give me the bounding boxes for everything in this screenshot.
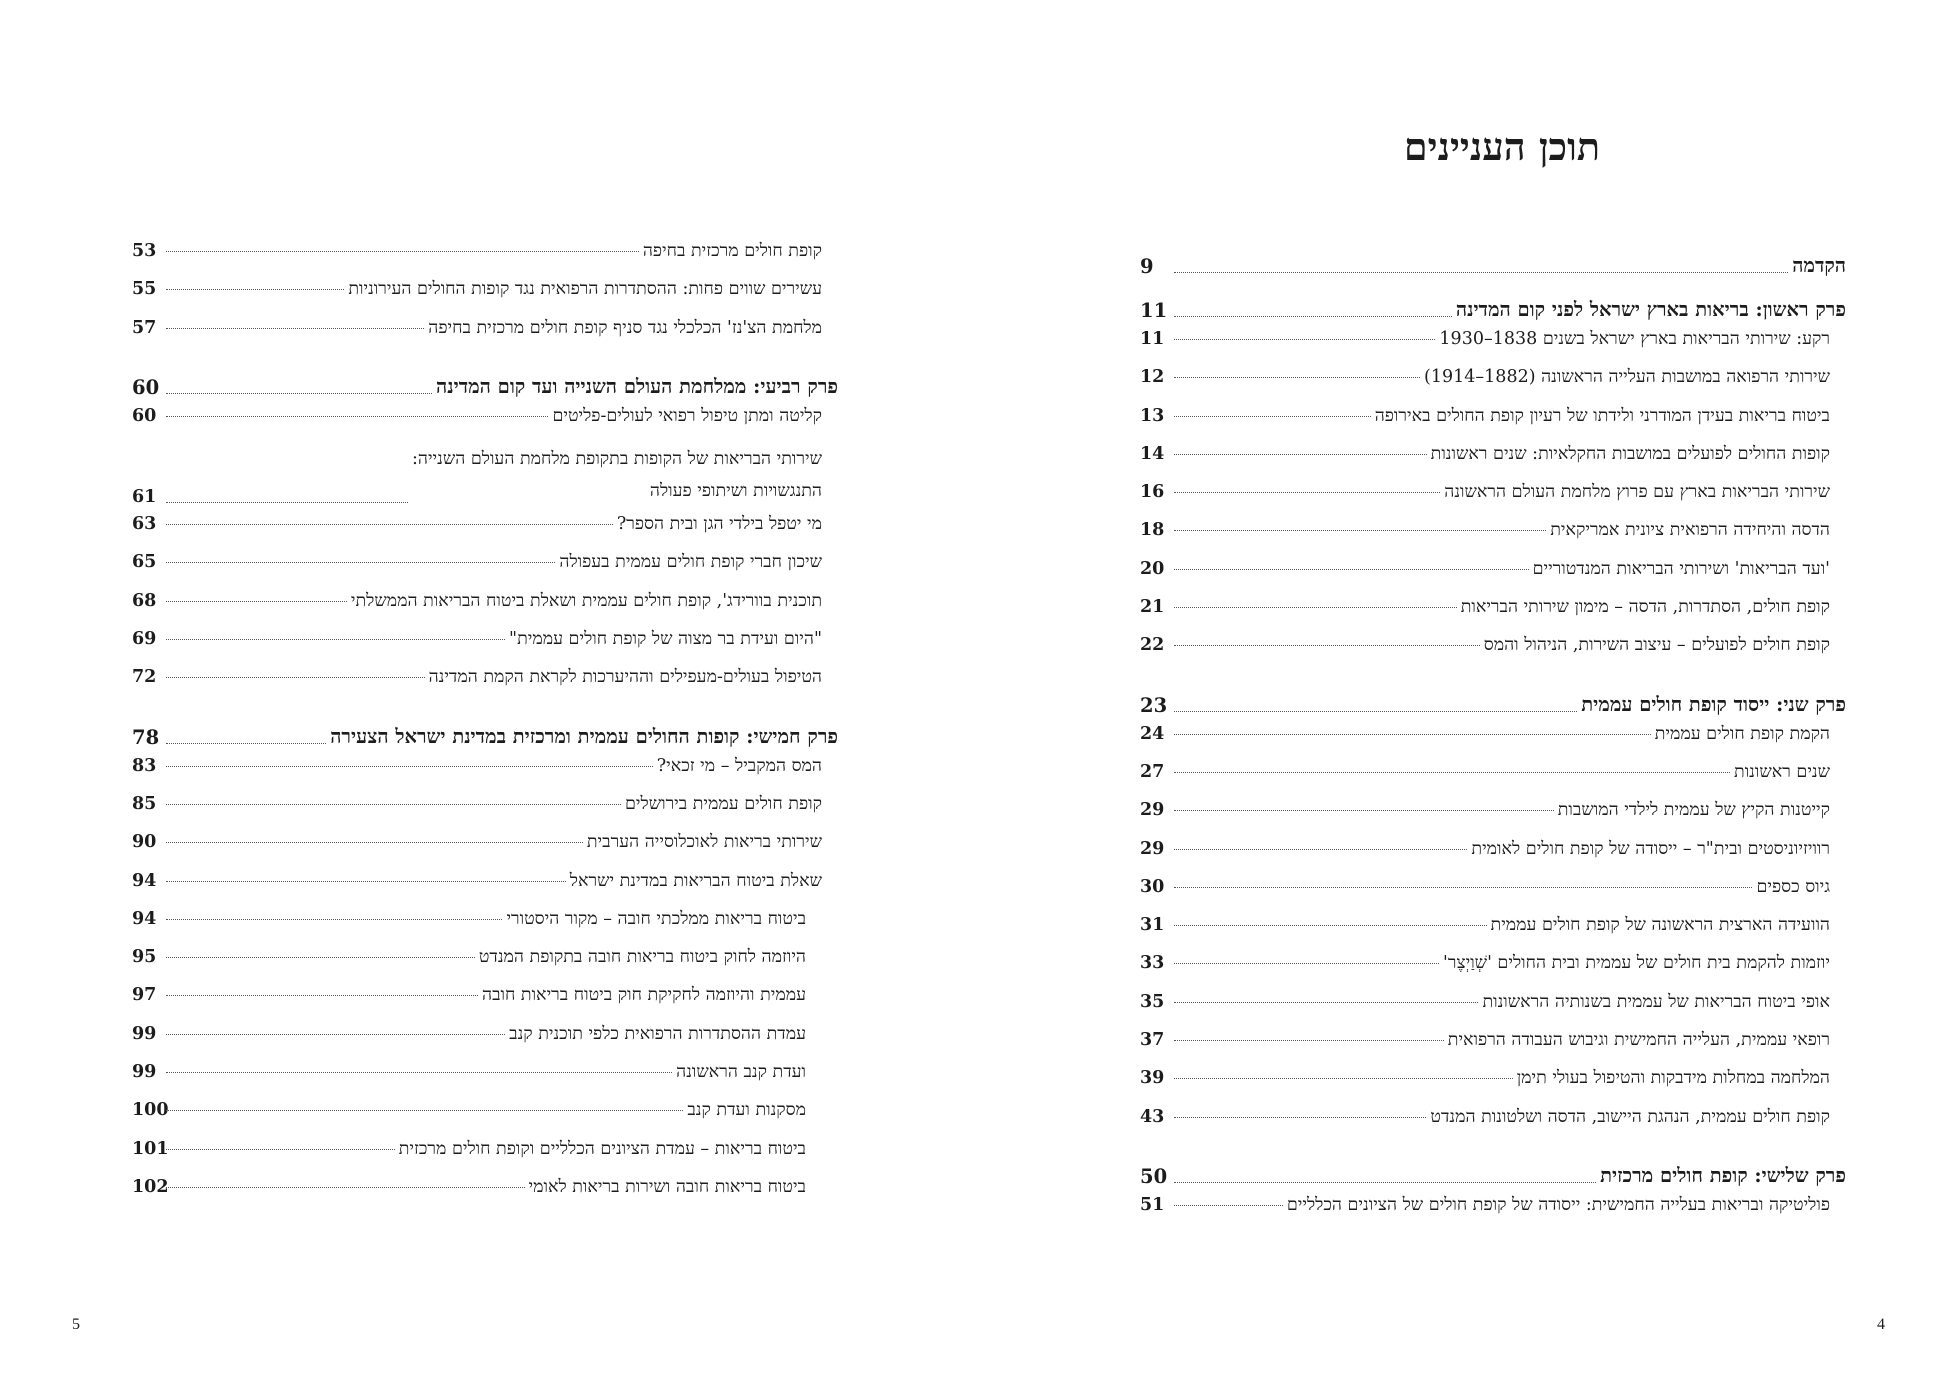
toc-entry-title: פרק שלישי: קופת חולים מרכזית	[1600, 1163, 1846, 1187]
toc-entry[interactable]	[132, 831, 838, 869]
dot-leader	[166, 416, 548, 417]
toc-entry[interactable]	[132, 1099, 838, 1137]
toc-page-number: 9	[1140, 255, 1154, 278]
toc-entry[interactable]	[1140, 596, 1846, 634]
toc-entry-title: תוכנית בוורידג', קופת חולים עממית ושאלת ביטוח הבריאות הממשלתי	[350, 590, 822, 611]
dot-leader	[166, 881, 566, 882]
toc-entry[interactable]	[1140, 914, 1846, 952]
toc-entry-title: פרק ראשון: בריאות בארץ ישראל לפני קום המדינה	[1455, 298, 1846, 321]
toc-page-number: 29	[1140, 800, 1165, 821]
dot-leader	[1174, 316, 1452, 317]
dot-leader	[166, 251, 639, 252]
dot-leader	[1174, 492, 1440, 493]
toc-entry[interactable]	[1140, 838, 1846, 876]
toc-entry-title: שנים ראשונות	[1734, 761, 1830, 782]
dot-leader	[166, 393, 432, 394]
dot-leader	[1174, 1040, 1444, 1041]
dot-leader	[1174, 887, 1752, 888]
dot-leader	[1174, 569, 1529, 570]
toc-entry[interactable]	[132, 1176, 838, 1214]
dot-leader	[166, 995, 478, 996]
dot-leader	[166, 677, 425, 678]
toc-entry-title: עמדת ההסתדרות הרפואית כלפי תוכנית קנב	[509, 1023, 806, 1044]
toc-entry-title: פרק שני: ייסוד קופת חולים עממית	[1581, 692, 1846, 716]
dot-leader	[166, 766, 653, 767]
toc-page-number: 90	[132, 832, 157, 853]
toc-page-number: 51	[1140, 1194, 1165, 1215]
toc-entry-title: פרק חמישי: קופות החולים עממית ומרכזית במדינת ישראל הצעירה	[330, 724, 838, 748]
toc-entry-title: היוזמה לחוק ביטוח בריאות חובה בתקופת המנדט	[478, 947, 806, 968]
toc-entry-title: פוליטיקה ובריאות בעלייה החמישית: ייסודה של קופת חולים של הציונים הכלליים	[1286, 1194, 1830, 1215]
toc-entry[interactable]	[1140, 443, 1846, 481]
toc-page-number: 20	[1140, 558, 1165, 579]
toc-entry[interactable]	[132, 946, 838, 984]
toc-entry[interactable]	[132, 1138, 838, 1176]
toc-page-number: 68	[132, 590, 157, 611]
toc-entry[interactable]	[132, 317, 838, 355]
toc-page-number: 24	[1140, 723, 1165, 744]
toc-page-number: 94	[132, 870, 157, 891]
dot-leader	[1174, 925, 1487, 926]
toc-entry-title: עשירים שווים פחות: ההסתדרות הרפואית נגד קופות החולים העירוניות	[348, 279, 822, 300]
toc-page-number: 18	[1140, 520, 1165, 541]
toc-page-number: 55	[132, 279, 157, 300]
dot-leader	[1174, 1205, 1283, 1206]
toc-entry[interactable]	[1140, 952, 1846, 990]
toc-entry[interactable]	[1140, 481, 1846, 519]
toc-chapter-heading[interactable]	[1140, 278, 1846, 328]
toc-page-number: 33	[1140, 953, 1165, 974]
toc-entry-title: עממית והיוזמה לחקיקת חוק ביטוח בריאות חובה	[482, 985, 806, 1006]
toc-column-right	[1140, 240, 1846, 1232]
toc-page-number: 22	[1140, 635, 1165, 656]
dot-leader	[166, 562, 555, 563]
toc-entry-title: שיכון חברי קופת חולים עממית בעפולה	[559, 552, 822, 573]
toc-page-number: 63	[132, 514, 157, 535]
dot-leader	[166, 1149, 395, 1150]
dot-leader	[1174, 810, 1554, 811]
toc-chapter-heading[interactable]	[1140, 1144, 1846, 1194]
toc-page-number: 43	[1140, 1106, 1165, 1127]
toc-page-number: 12	[1140, 367, 1165, 388]
dot-leader	[166, 328, 424, 329]
toc-entry-title: מסקנות ועדת קנב	[687, 1100, 806, 1121]
toc-page-number: 94	[132, 908, 157, 929]
toc-entry-title-line: שירותי הבריאות של הקופות בתקופת מלחמת העולם השנייה:	[412, 449, 822, 470]
dot-leader	[1174, 645, 1480, 646]
toc-entry[interactable]	[132, 405, 838, 443]
dot-leader	[1174, 772, 1730, 773]
toc-entry-title: הקמת קופת חולים עממית	[1654, 723, 1830, 744]
toc-page-number: 11	[1140, 299, 1168, 322]
toc-entry[interactable]	[1140, 723, 1846, 761]
toc-entry-title: המלחמה במחלות מידבקות והטיפול בעולי תימן	[1516, 1068, 1830, 1089]
dot-leader	[1174, 1002, 1478, 1003]
toc-entry[interactable]	[132, 1023, 838, 1061]
toc-page-number: 11	[1140, 329, 1165, 349]
page-number-left: 5	[72, 1316, 80, 1333]
toc-entry[interactable]	[1140, 366, 1846, 404]
toc-entry[interactable]	[1140, 1067, 1846, 1105]
toc-entry[interactable]	[132, 870, 838, 908]
toc-entry-title: קופת חולים לפועלים – עיצוב השירות, הניהול והמס	[1483, 635, 1830, 656]
toc-entry[interactable]	[132, 755, 838, 793]
toc-page-number: 29	[1140, 838, 1165, 859]
toc-entry[interactable]	[1140, 519, 1846, 557]
dot-leader	[1174, 377, 1420, 378]
toc-entry[interactable]	[1140, 328, 1846, 366]
toc-entry[interactable]	[1140, 991, 1846, 1029]
toc-page-number: 100	[132, 1100, 169, 1121]
toc-entry[interactable]	[1140, 558, 1846, 596]
toc-entry-title: קופת חולים מרכזית בחיפה	[642, 241, 822, 261]
toc-page-number: 27	[1140, 761, 1165, 782]
dot-leader	[1174, 530, 1546, 531]
toc-entry-title: ועדת קנב הראשונה	[676, 1062, 806, 1083]
toc-entry-title: ביטוח בריאות חובה ושירות בריאות לאומי	[528, 1176, 806, 1197]
dot-leader	[166, 502, 408, 503]
toc-entry-title: שירותי הרפואה במושבות העלייה הראשונה (1882–1914)	[1424, 367, 1830, 388]
toc-entry-title: שירותי בריאות לאוכלוסייה הערבית	[586, 832, 822, 853]
toc-entry-title: קופת חולים עממית בירושלים	[625, 793, 822, 814]
toc-entry-title: הוועידה הארצית הראשונה של קופת חולים עממית	[1490, 915, 1830, 936]
toc-entry-title: אופי ביטוח הבריאות של עממית בשנותיה הראשונות	[1482, 991, 1830, 1012]
toc-page-number: 37	[1140, 1030, 1165, 1051]
page-title: תוכן העניינים	[1403, 124, 1600, 169]
dot-leader	[1174, 1117, 1426, 1118]
toc-page-number: 31	[1140, 915, 1165, 936]
dot-leader	[1174, 1078, 1513, 1079]
toc-entry-title: קופת חולים עממית, הנהגת היישוב, הדסה ושלטונות המנדט	[1430, 1106, 1830, 1127]
toc-entry-title: שירותי הבריאות בארץ עם פרוץ מלחמת העולם הראשונה	[1444, 482, 1830, 503]
dot-leader	[166, 743, 326, 744]
toc-entry-title-line: התנגשויות ושיתופי פעולה	[649, 481, 822, 502]
toc-entry-title: המס המקביל – מי זכאי?	[656, 755, 822, 776]
toc-entry[interactable]	[132, 443, 838, 513]
toc-page-number: 50	[1140, 1164, 1168, 1188]
dot-leader	[166, 289, 344, 290]
toc-page-number: 60	[132, 405, 157, 426]
toc-entry[interactable]	[1140, 1106, 1846, 1144]
toc-entry[interactable]	[132, 908, 838, 946]
toc-entry-title: ביטוח בריאות בעידן המודרני ולידתו של רעיון קופת החולים באירופה	[1374, 405, 1830, 426]
toc-entry-title: גיוס כספים	[1756, 876, 1830, 897]
toc-page-number: 13	[1140, 405, 1165, 426]
toc-page-number: 101	[132, 1138, 169, 1159]
toc-chapter-heading[interactable]	[1140, 673, 1846, 723]
toc-chapter-heading[interactable]	[1140, 240, 1846, 278]
toc-entry[interactable]	[132, 666, 838, 704]
toc-entry-title: קופות החולים לפועלים במושבות החקלאיות: שנים ראשונות	[1430, 443, 1830, 464]
toc-entry[interactable]	[132, 240, 838, 278]
toc-page-number: 78	[132, 725, 160, 749]
dot-leader	[166, 1072, 672, 1073]
toc-page-number: 21	[1140, 597, 1165, 618]
toc-entry-title: רקע: שירותי הבריאות בארץ ישראל בשנים 1838–1930	[1439, 329, 1830, 349]
dot-leader	[1174, 734, 1651, 735]
toc-page-number: 65	[132, 552, 157, 573]
toc-page-number: 30	[1140, 876, 1165, 897]
toc-entry[interactable]	[132, 278, 838, 316]
dot-leader	[166, 842, 583, 843]
dot-leader	[1174, 607, 1457, 608]
dot-leader	[166, 919, 502, 920]
toc-entry-title: הקדמה	[1792, 254, 1846, 277]
toc-entry-title: שאלת ביטוח הבריאות במדינת ישראל	[569, 870, 822, 891]
dot-leader	[1174, 963, 1439, 964]
toc-entry[interactable]	[1140, 876, 1846, 914]
toc-column-left	[132, 240, 838, 1214]
toc-page-number: 95	[132, 947, 157, 968]
toc-entry[interactable]	[1140, 405, 1846, 443]
toc-page-number: 83	[132, 755, 157, 776]
toc-entry[interactable]	[132, 590, 838, 628]
toc-page-number: 97	[132, 985, 157, 1006]
toc-page-number: 39	[1140, 1068, 1165, 1089]
toc-page-number: 23	[1140, 693, 1168, 717]
toc-entry-title: ביטוח בריאות ממלכתי חובה – מקור היסטורי	[506, 908, 806, 929]
toc-entry[interactable]	[1140, 1194, 1846, 1232]
toc-entry-title: מלחמת הצ'נז' הכלכלי נגד סניף קופת חולים מרכזית בחיפה	[428, 317, 822, 338]
toc-page-number: 72	[132, 667, 157, 688]
toc-entry-title: הטיפול בעולים-מעפילים וההיערכות לקראת הקמת המדינה	[428, 667, 822, 688]
toc-entry[interactable]	[132, 1061, 838, 1099]
toc-entry-title: קופת חולים, הסתדרות, הדסה – מימון שירותי הבריאות	[1460, 597, 1830, 618]
dot-leader	[166, 1034, 505, 1035]
toc-chapter-heading[interactable]	[132, 355, 838, 405]
toc-page-number: 85	[132, 793, 157, 814]
dot-leader	[166, 524, 613, 525]
dot-leader	[1174, 339, 1435, 340]
page-number-right: 4	[1877, 1316, 1885, 1333]
toc-entry-title: רוויזיוניסטים ובית"ר – ייסודה של קופת חולים לאומית	[1471, 838, 1830, 859]
toc-page-number: 99	[132, 1062, 157, 1083]
toc-entry[interactable]	[1140, 1029, 1846, 1067]
toc-entry[interactable]	[132, 628, 838, 666]
toc-entry-title: הדסה והיחידה הרפואית ציונית אמריקאית	[1550, 520, 1830, 541]
toc-page-number: 35	[1140, 991, 1165, 1012]
toc-entry-title: יוזמות להקמת בית חולים של עממית ובית החולים 'שְׁוַיְצֶר'	[1443, 953, 1830, 974]
toc-entry-title: 'ועד הבריאות' ושירותי הבריאות המנדטוריים	[1532, 558, 1830, 579]
toc-chapter-heading[interactable]	[132, 705, 838, 755]
toc-page-number: 60	[132, 375, 160, 399]
toc-entry-title: קליטה ומתן טיפול רפואי לעולים-פליטים	[552, 405, 822, 426]
toc-entry[interactable]	[1140, 634, 1846, 672]
toc-page-number: 16	[1140, 482, 1165, 503]
dot-leader	[1174, 416, 1371, 417]
dot-leader	[166, 957, 475, 958]
toc-entry[interactable]	[1140, 761, 1846, 799]
toc-page-number: 61	[132, 487, 157, 508]
dot-leader	[1174, 849, 1467, 850]
toc-entry[interactable]	[132, 513, 838, 551]
toc-entry[interactable]	[132, 793, 838, 831]
toc-entry[interactable]	[132, 551, 838, 589]
toc-entry-title: רופאי עממית, העלייה החמישית וגיבוש העבודה הרפואית	[1447, 1030, 1830, 1051]
dot-leader	[166, 639, 505, 640]
toc-page-number: 14	[1140, 443, 1165, 464]
toc-entry-title	[412, 443, 822, 507]
toc-page-number: 102	[132, 1176, 169, 1197]
toc-entry-title: פרק רביעי: ממלחמת העולם השנייה ועד קום המדינה	[436, 374, 838, 398]
dot-leader	[166, 804, 621, 805]
dot-leader	[1174, 711, 1577, 712]
toc-page-number: 53	[132, 241, 157, 261]
toc-entry-title: ביטוח בריאות – עמדת הציונים הכלליים וקופת חולים מרכזית	[398, 1138, 806, 1159]
dot-leader	[1174, 454, 1427, 455]
toc-entry-title: "היום ועידת בר מצוה של קופת חולים עממית"	[509, 629, 822, 650]
toc-page-number: 99	[132, 1023, 157, 1044]
toc-entry[interactable]	[132, 984, 838, 1022]
dot-leader	[166, 601, 347, 602]
dot-leader	[166, 1110, 683, 1111]
toc-entry-title: מי יטפל בילדי הגן ובית הספר?	[616, 514, 822, 535]
toc-page-number: 69	[132, 629, 157, 650]
toc-entry[interactable]	[1140, 799, 1846, 837]
dot-leader	[166, 1187, 525, 1188]
dot-leader	[1174, 272, 1788, 273]
dot-leader	[1174, 1182, 1596, 1183]
toc-entry-title: קייטנות הקיץ של עממית לילדי המושבות	[1557, 800, 1830, 821]
toc-page-number: 57	[132, 317, 157, 338]
